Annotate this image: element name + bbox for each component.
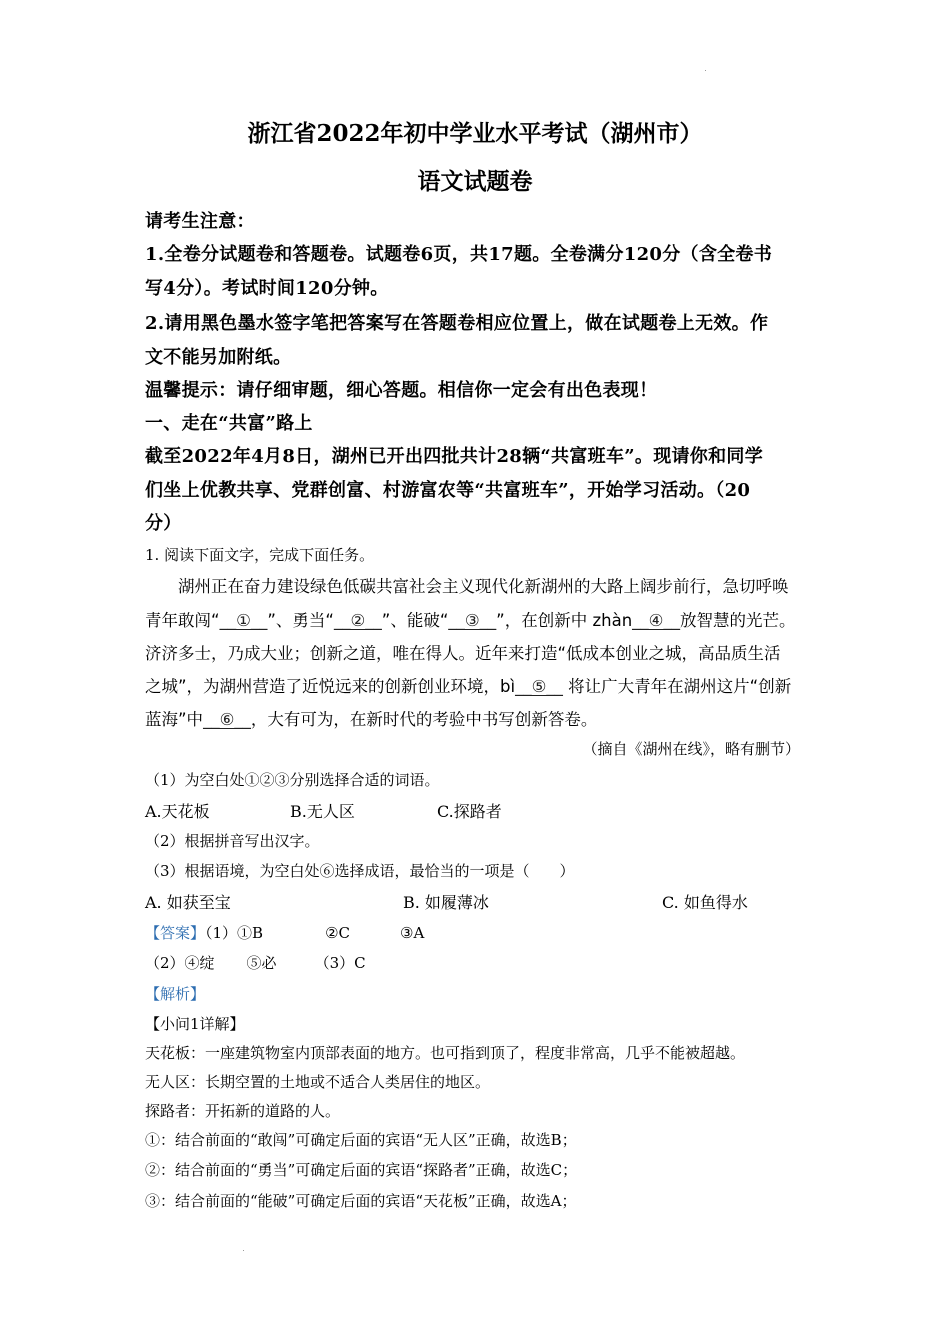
sub-question-3: （3）根据语境，为空白处⑥选择成语，最恰当的一项是（ ） — [145, 862, 575, 880]
section-intro: 截至2022年4月8日，湖州已开出四批共计28辆“共富班车”。现请你和同学 — [145, 446, 763, 467]
blank-4: __④__ — [632, 611, 680, 630]
exam-title: 浙江省2022年初中学业水平考试（湖州市） — [247, 120, 703, 147]
notice-item-2-cont: 文不能另加附纸。 — [145, 347, 292, 368]
exam-subtitle: 语文试题卷 — [417, 168, 533, 195]
answer-part: （2）④绽 — [145, 954, 215, 972]
notice-item-1-cont: 写4分）。考试时间120分钟。 — [145, 278, 389, 299]
passage-text: 青年敢闯“ — [145, 611, 220, 630]
passage-text: 将让广大青年在湖州这片“创新 — [562, 677, 792, 696]
passage-text: 之城”，为湖州营造了近悦远来的创新创业环境，bì — [145, 677, 516, 696]
answer-part: （1）①B — [205, 924, 264, 942]
analysis-line: ②：结合前面的“勇当”可确定后面的宾语“探路者”正确，故选C； — [145, 1161, 578, 1179]
answer-line-1 — [145, 922, 424, 943]
choice-b: B. 如履薄冰 — [403, 893, 489, 912]
passage-text: ”、勇当“ — [267, 611, 334, 630]
choice-c: C. 如鱼得水 — [662, 893, 748, 912]
question-stem: 1. 阅读下面文字，完成下面任务。 — [145, 546, 375, 564]
analysis-line: 天花板：一座建筑物室内顶部表面的地方。也可指到顶了，程度非常高，几乎不能被超越。 — [145, 1044, 746, 1062]
blank-2: __②__ — [333, 611, 382, 630]
answer-label: 【答案】 — [145, 924, 206, 942]
section-intro-cont: 们坐上优教共享、党群创富、村游富农等“共富班车”，开始学习活动。（20 — [145, 480, 751, 501]
analysis-line: 无人区：长期空置的土地或不适合人类居住的地区。 — [145, 1073, 491, 1091]
option-b: B.无人区 — [290, 802, 355, 821]
notice-item-2: 2.请用黑色墨水签字笔把答案写在答题卷相应位置上，做在试题卷上无效。作 — [145, 313, 769, 334]
notice-heading: 请考生注意： — [145, 211, 255, 232]
passage-text: ，大有可为，在新时代的考验中书写创新答卷。 — [250, 710, 598, 729]
passage-text: 蓝海”中 — [145, 710, 204, 729]
analysis-label: 【解析】 — [145, 985, 206, 1003]
passage-line-3: 济济多士，乃成大业；创新之道，唯在得人。近年来打造“低成本创业之城，高品质生活 — [145, 644, 781, 663]
section-intro-end: 分） — [145, 513, 182, 534]
passage-source: （摘自《湖州在线》，略有删节） — [582, 740, 800, 758]
answer-part: ③A — [400, 924, 425, 942]
notice-item-1: 1.全卷分试题卷和答题卷。试题卷6页，共17题。全卷满分120分（含全卷书 — [145, 244, 773, 265]
answer-part: （3）C — [314, 954, 366, 972]
blank-1: __①__ — [219, 611, 268, 630]
blank-3: __③__ — [448, 611, 497, 630]
option-a: A.天花板 — [145, 802, 210, 821]
passage-line-2 — [145, 607, 795, 631]
blank-5: __⑤__ — [515, 677, 563, 696]
sub-question-2: （2）根据拼音写出汉字。 — [145, 832, 320, 850]
analysis-line: 探路者：开拓新的道路的人。 — [145, 1102, 341, 1120]
answer-line-2 — [145, 952, 366, 973]
answer-part: ⑤必 — [246, 954, 277, 972]
passage-line-1: 湖州正在奋力建设绿色低碳共富社会主义现代化新湖州的大路上阔步前行，急切呼唤 — [178, 577, 789, 596]
warm-tip: 温馨提示：请仔细审题，细心答题。相信你一定会有出色表现！ — [145, 380, 658, 401]
answer-part: ②C — [325, 924, 351, 942]
corner-mark — [243, 1250, 244, 1251]
passage-line-4 — [145, 673, 791, 697]
analysis-line: ③：结合前面的“能破”可确定后面的宾语“天花板”正确，故选A； — [145, 1192, 577, 1210]
passage-text: 放智慧的光芒。 — [679, 611, 796, 630]
analysis-subheading: 【小问1详解】 — [145, 1015, 245, 1033]
choice-a: A. 如获至宝 — [145, 893, 231, 912]
blank-6: __⑥__ — [203, 710, 251, 729]
corner-mark — [705, 70, 706, 71]
section-heading: 一、走在“共富”路上 — [145, 413, 313, 434]
option-c: C.探路者 — [437, 802, 502, 821]
passage-line-5 — [145, 706, 597, 730]
sub-question-1: （1）为空白处①②③分别选择合适的词语。 — [145, 771, 440, 789]
passage-text: ”、能破“ — [381, 611, 449, 630]
analysis-line: ①：结合前面的“敢闯”可确定后面的宾语“无人区”正确，故选B； — [145, 1131, 577, 1149]
passage-text: ”，在创新中 zhàn — [496, 611, 633, 630]
